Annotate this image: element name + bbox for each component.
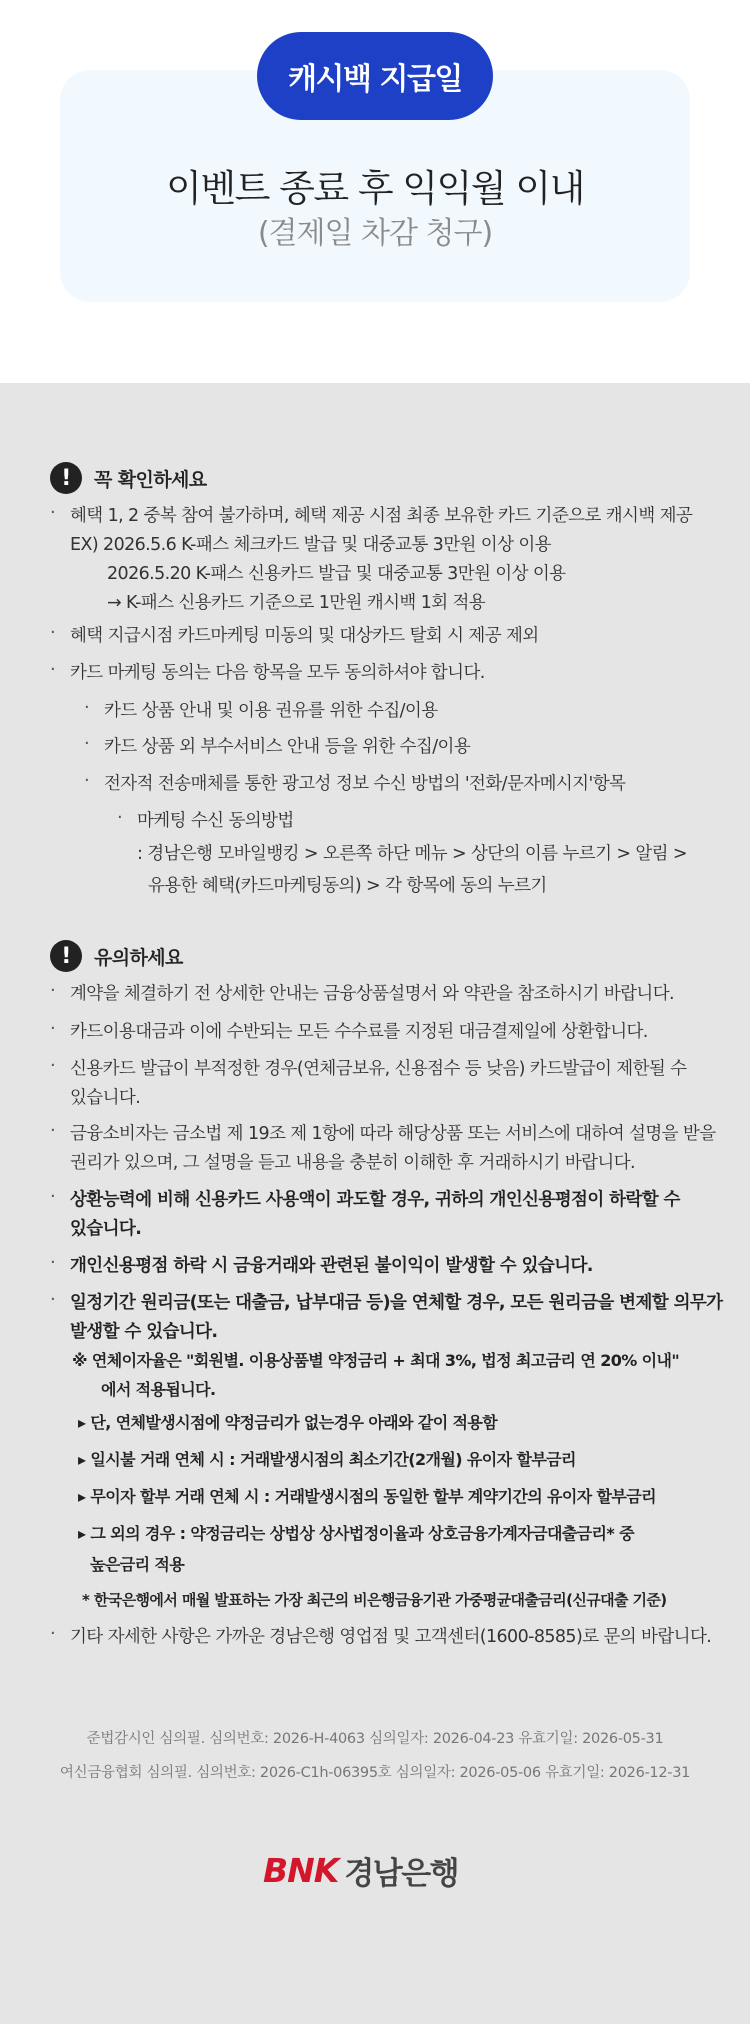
overdue-rule-3: ▸ 무이자 할부 거래 연체 시 : 거래발생시점의 동일한 할부 계약기간의 유이자 할부금리 [78, 1487, 656, 1506]
bullet: · [50, 1623, 56, 1644]
footnote-rate-source: * 한국은행에서 매월 발표하는 가장 최근의 비은행금융기관 가중평균대출금리(신규대출 기준) [82, 1591, 667, 1609]
check-subitem-2: 카드 상품 외 부수서비스 안내 등을 위한 수집/이용 [104, 737, 471, 757]
notice-item-3b: 있습니다. [70, 1088, 141, 1108]
bullet: · [117, 807, 123, 828]
notice-section-header [50, 939, 710, 973]
notice-item-4b: 권리가 있으며, 그 설명을 듣고 내용을 충분히 이해한 후 거래하시기 바랍니다. [70, 1153, 636, 1173]
overdue-rate-note-1: ※ 연체이자율은 "회원별. 이용상품별 약정금리 + 최대 3%, 법정 최고금리 연 20% 이내" [72, 1351, 680, 1370]
overdue-rate-note-2: 에서 적용됩니다. [101, 1380, 216, 1399]
overdue-rule-2: ▸ 일시불 거래 연체 시 : 거래발생시점의 최소기간(2개월) 유이자 할부금리 [78, 1450, 576, 1469]
card-subtitle: (결제일 차감 청구) [257, 216, 493, 251]
check-item-1: 혜택 1, 2 중복 참여 불가하며, 혜택 제공 시점 최종 보유한 카드 기준으로 캐시백 제공 [70, 506, 693, 526]
bullet: · [50, 1120, 56, 1141]
check-section-header [50, 461, 710, 495]
check-example-2: 2026.5.20 K-패스 신용카드 발급 및 대중교통 3만원 이상 이용 [107, 564, 566, 584]
compliance-review-line-2: 여신금융협회 심의필. 심의번호: 2026-C1h-06395호 심의일자: 2026-05-06 유효기일: 2026-12-31 [59, 1765, 691, 1781]
bullet: · [84, 733, 90, 754]
notice-item-5a: 상환능력에 비해 신용카드 사용액이 과도할 경우, 귀하의 개인신용평점이 하락할 수 [70, 1190, 680, 1210]
marketing-consent-path-1: : 경남은행 모바일뱅킹 > 오른쪽 하단 메뉴 > 상단의 이름 누르기 > 알림 > [137, 844, 687, 864]
overdue-rule-4a: ▸ 그 외의 경우 : 약정금리는 상법상 상사법정이율과 상호금융가계자금대출금리* 중 [78, 1524, 634, 1543]
notice-item-5b: 있습니다. [70, 1219, 142, 1239]
check-item-2: 혜택 지급시점 카드마케팅 미동의 및 대상카드 탈회 시 제공 제외 [70, 626, 539, 646]
check-example-1: EX) 2026.5.6 K-패스 체크카드 발급 및 대중교통 3만원 이상 이용 [70, 535, 551, 555]
marketing-consent-path-2: 유용한 혜택(카드마케팅동의) > 각 항목에 동의 누르기 [148, 876, 547, 896]
logo-mark: BNK [263, 1850, 339, 1890]
marketing-consent-method: 마케팅 수신 동의방법 [137, 811, 294, 831]
notice-item-3a: 신용카드 발급이 부적정한 경우(연체금보유, 신용점수 등 낮음) 카드발급이 제한될 수 [70, 1059, 687, 1079]
overdue-rule-1: ▸ 단, 연체발생시점에 약정금리가 없는경우 아래와 같이 적용함 [78, 1413, 498, 1432]
notice-item-6: 개인신용평점 하락 시 금융거래와 관련된 불이익이 발생할 수 있습니다. [70, 1256, 593, 1276]
check-subitem-3: 전자적 전송매체를 통한 광고성 정보 수신 방법의 '전화/문자메시지'항목 [104, 774, 626, 794]
bullet: · [84, 697, 90, 718]
bullet: · [50, 1289, 56, 1310]
bullet: · [50, 1252, 56, 1273]
overdue-rule-4b: 높은금리 적용 [90, 1555, 185, 1574]
check-subitem-1: 카드 상품 안내 및 이용 권유를 위한 수집/이용 [104, 701, 438, 721]
notice-item-7b: 발생할 수 있습니다. [70, 1322, 218, 1342]
logo-bank-name: 경남은행 [344, 1855, 459, 1892]
check-section-title: 꼭 확인하세요 [94, 468, 207, 491]
cashback-badge: 캐시백 지급일 [261, 36, 489, 116]
notice-item-7a: 일정기간 원리금(또는 대출금, 납부대금 등)을 연체할 경우, 모든 원리금을 변제할 의무가 [70, 1293, 723, 1313]
exclamation-icon: ! [50, 940, 82, 972]
bullet: · [50, 980, 56, 1001]
bullet: · [50, 1186, 56, 1207]
notice-item-8: 기타 자세한 사항은 가까운 경남은행 영업점 및 고객센터(1600-8585)로 문의 바랍니다. [70, 1627, 712, 1647]
exclamation-icon: ! [50, 462, 82, 494]
check-item-3: 카드 마케팅 동의는 다음 항목을 모두 동의하셔야 합니다. [70, 663, 485, 683]
compliance-review-line-1: 준법감시인 심의필. 심의번호: 2026-H-4063 심의일자: 2026-04-23 유효기일: 2026-05-31 [86, 1731, 664, 1747]
notice-item-4a: 금융소비자는 금소법 제 19조 제 1항에 따라 해당상품 또는 서비스에 대하여 설명을 받을 [70, 1124, 716, 1144]
check-example-3: → K-패스 신용카드 기준으로 1만원 캐시백 1회 적용 [107, 593, 486, 613]
notice-section-title: 유의하세요 [94, 946, 183, 969]
card-title: 이벤트 종료 후 익익월 이내 [166, 167, 584, 210]
notice-item-2: 카드이용대금과 이에 수반되는 모든 수수료를 지정된 대금결제일에 상환합니다. [70, 1022, 648, 1042]
bullet: · [50, 502, 56, 523]
bullet: · [50, 1055, 56, 1076]
bullet: · [50, 1018, 56, 1039]
notice-item-1: 계약을 체결하기 전 상세한 안내는 금융상품설명서 와 약관을 참조하시기 바랍니다. [70, 984, 674, 1004]
bnk-kyongnam-bank-logo [263, 1850, 458, 1890]
bullet: · [84, 770, 90, 791]
bullet: · [50, 622, 56, 643]
bullet: · [50, 659, 56, 680]
top-section [0, 0, 750, 383]
